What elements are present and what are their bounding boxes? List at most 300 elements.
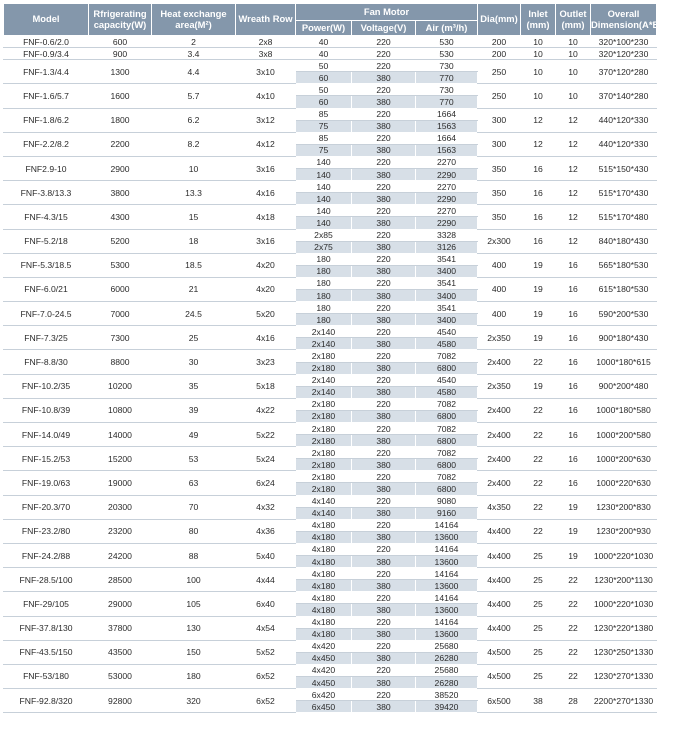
cell-area: 70 — [152, 495, 236, 519]
cell-capacity: 29000 — [89, 592, 152, 616]
cell-voltage: 220 — [352, 156, 416, 168]
cell-inlet: 22 — [521, 423, 556, 447]
cell-power: 6x420 — [296, 689, 352, 701]
cell-overall-dimension: 1000*180*580 — [591, 398, 657, 422]
table-row — [4, 495, 657, 507]
cell-dia: 2x400 — [478, 447, 521, 471]
cell-power: 40 — [296, 36, 352, 48]
cell-inlet: 19 — [521, 302, 556, 326]
cell-voltage: 220 — [352, 84, 416, 96]
cell-air: 7082 — [416, 447, 478, 459]
cell-dia: 2x350 — [478, 326, 521, 350]
cell-outlet: 10 — [556, 84, 591, 108]
cell-outlet: 16 — [556, 471, 591, 495]
cell-power: 60 — [296, 72, 352, 84]
cell-model: FNF-7.0-24.5 — [4, 302, 89, 326]
cell-air: 13600 — [416, 628, 478, 640]
table-row — [4, 689, 657, 701]
cell-wreath-row: 4x16 — [236, 326, 296, 350]
cell-air: 1563 — [416, 144, 478, 156]
cell-capacity: 23200 — [89, 519, 152, 543]
cell-voltage: 380 — [352, 338, 416, 350]
cell-voltage: 380 — [352, 701, 416, 713]
cell-inlet: 25 — [521, 640, 556, 664]
cell-voltage: 220 — [352, 471, 416, 483]
cell-air: 770 — [416, 96, 478, 108]
cell-wreath-row: 4x16 — [236, 181, 296, 205]
cell-wreath-row: 4x44 — [236, 568, 296, 592]
cell-voltage: 380 — [352, 72, 416, 84]
cell-air: 7082 — [416, 423, 478, 435]
cell-voltage: 380 — [352, 507, 416, 519]
cell-air: 13600 — [416, 604, 478, 616]
cell-voltage: 220 — [352, 519, 416, 531]
cell-power: 4x450 — [296, 676, 352, 688]
cell-capacity: 37800 — [89, 616, 152, 640]
table-row — [4, 374, 657, 386]
cell-dia: 4x500 — [478, 640, 521, 664]
cell-power: 2x75 — [296, 241, 352, 253]
cell-power: 2x140 — [296, 386, 352, 398]
cell-dia: 350 — [478, 181, 521, 205]
cell-model: FNF-92.8/320 — [4, 689, 89, 713]
cell-wreath-row: 4x18 — [236, 205, 296, 229]
cell-inlet: 10 — [521, 48, 556, 60]
cell-capacity: 10200 — [89, 374, 152, 398]
cell-air: 3126 — [416, 241, 478, 253]
cell-air: 14164 — [416, 616, 478, 628]
cell-inlet: 22 — [521, 350, 556, 374]
cell-model: FNF-5.2/18 — [4, 229, 89, 253]
cell-air: 3541 — [416, 253, 478, 265]
cell-inlet: 22 — [521, 398, 556, 422]
cell-outlet: 16 — [556, 253, 591, 277]
cell-overall-dimension: 1230*200*830 — [591, 495, 657, 519]
cell-air: 530 — [416, 48, 478, 60]
cell-air: 4540 — [416, 326, 478, 338]
cell-power: 50 — [296, 60, 352, 72]
cell-dia: 2x350 — [478, 374, 521, 398]
cell-dia: 4x400 — [478, 568, 521, 592]
table-row — [4, 302, 657, 314]
cell-wreath-row: 5x24 — [236, 447, 296, 471]
header-inlet: Inlet (mm) — [521, 4, 556, 36]
cell-wreath-row: 6x40 — [236, 592, 296, 616]
cell-inlet: 16 — [521, 156, 556, 180]
cell-overall-dimension: 1230*200*930 — [591, 519, 657, 543]
cell-area: 21 — [152, 277, 236, 301]
cell-voltage: 380 — [352, 676, 416, 688]
cell-model: FNF-28.5/100 — [4, 568, 89, 592]
cell-capacity: 1300 — [89, 60, 152, 84]
cell-power: 2x180 — [296, 398, 352, 410]
cell-model: FNF-53/180 — [4, 664, 89, 688]
cell-area: 100 — [152, 568, 236, 592]
table-row — [4, 205, 657, 217]
cell-dia: 300 — [478, 108, 521, 132]
cell-wreath-row: 5x40 — [236, 543, 296, 567]
cell-voltage: 220 — [352, 374, 416, 386]
cell-power: 4x140 — [296, 507, 352, 519]
cell-area: 320 — [152, 689, 236, 713]
cell-power: 4x420 — [296, 664, 352, 676]
cell-dia: 350 — [478, 156, 521, 180]
cell-dia: 4x400 — [478, 592, 521, 616]
cell-air: 530 — [416, 36, 478, 48]
cell-air: 730 — [416, 84, 478, 96]
cell-area: 180 — [152, 664, 236, 688]
cell-air: 26280 — [416, 652, 478, 664]
cell-inlet: 25 — [521, 568, 556, 592]
cell-capacity: 1600 — [89, 84, 152, 108]
cell-model: FNF-37.8/130 — [4, 616, 89, 640]
cell-outlet: 19 — [556, 519, 591, 543]
table-row — [4, 519, 657, 531]
cell-wreath-row: 4x22 — [236, 398, 296, 422]
cell-power: 4x180 — [296, 628, 352, 640]
cell-voltage: 220 — [352, 48, 416, 60]
header-area: Heat exchange area(M²) — [152, 4, 236, 36]
cell-wreath-row: 2x8 — [236, 36, 296, 48]
cell-power: 4x180 — [296, 568, 352, 580]
cell-power: 2x180 — [296, 350, 352, 362]
spec-table — [3, 3, 673, 713]
cell-inlet: 19 — [521, 277, 556, 301]
cell-power: 140 — [296, 169, 352, 181]
table-row — [4, 132, 657, 144]
cell-power: 180 — [296, 289, 352, 301]
cell-overall-dimension: 1230*200*1130 — [591, 568, 657, 592]
cell-overall-dimension: 515*170*430 — [591, 181, 657, 205]
cell-model: FNF-0.6/2.0 — [4, 36, 89, 48]
cell-voltage: 220 — [352, 132, 416, 144]
cell-overall-dimension: 565*180*530 — [591, 253, 657, 277]
cell-outlet: 22 — [556, 616, 591, 640]
cell-overall-dimension: 1230*250*1330 — [591, 640, 657, 664]
cell-air: 7082 — [416, 398, 478, 410]
cell-overall-dimension: 1230*270*1330 — [591, 664, 657, 688]
cell-overall-dimension: 1230*220*1380 — [591, 616, 657, 640]
table-row — [4, 326, 657, 338]
table-row — [4, 156, 657, 168]
cell-power: 2x140 — [296, 338, 352, 350]
cell-power: 2x180 — [296, 435, 352, 447]
cell-air: 13600 — [416, 556, 478, 568]
cell-voltage: 380 — [352, 144, 416, 156]
cell-wreath-row: 5x18 — [236, 374, 296, 398]
cell-area: 24.5 — [152, 302, 236, 326]
cell-inlet: 25 — [521, 543, 556, 567]
cell-area: 35 — [152, 374, 236, 398]
cell-voltage: 220 — [352, 664, 416, 676]
cell-voltage: 220 — [352, 568, 416, 580]
cell-air: 2290 — [416, 169, 478, 181]
cell-model: FNF-6.0/21 — [4, 277, 89, 301]
cell-voltage: 380 — [352, 435, 416, 447]
cell-power: 4x180 — [296, 519, 352, 531]
cell-model: FNF-1.8/6.2 — [4, 108, 89, 132]
cell-air: 14164 — [416, 543, 478, 555]
cell-capacity: 28500 — [89, 568, 152, 592]
cell-power: 85 — [296, 132, 352, 144]
table-body — [4, 36, 657, 713]
cell-dia: 2x400 — [478, 398, 521, 422]
cell-overall-dimension: 440*120*330 — [591, 108, 657, 132]
cell-model: FNF-4.3/15 — [4, 205, 89, 229]
cell-power: 50 — [296, 84, 352, 96]
cell-outlet: 22 — [556, 640, 591, 664]
table-row — [4, 398, 657, 410]
header-model: Model — [4, 4, 89, 36]
cell-air: 7082 — [416, 471, 478, 483]
cell-area: 2 — [152, 36, 236, 48]
table-row — [4, 253, 657, 265]
cell-voltage: 220 — [352, 108, 416, 120]
cell-voltage: 220 — [352, 277, 416, 289]
cell-outlet: 16 — [556, 302, 591, 326]
cell-power: 40 — [296, 48, 352, 60]
cell-capacity: 4300 — [89, 205, 152, 229]
cell-power: 180 — [296, 253, 352, 265]
cell-dia: 2x400 — [478, 471, 521, 495]
cell-capacity: 1800 — [89, 108, 152, 132]
cell-voltage: 220 — [352, 181, 416, 193]
cell-voltage: 220 — [352, 36, 416, 48]
cell-voltage: 380 — [352, 169, 416, 181]
cell-air: 14164 — [416, 592, 478, 604]
cell-air: 13600 — [416, 580, 478, 592]
cell-power: 6x450 — [296, 701, 352, 713]
cell-power: 60 — [296, 96, 352, 108]
cell-capacity: 3800 — [89, 181, 152, 205]
cell-capacity: 5300 — [89, 253, 152, 277]
cell-outlet: 10 — [556, 48, 591, 60]
cell-capacity: 600 — [89, 36, 152, 48]
cell-capacity: 24200 — [89, 543, 152, 567]
cell-voltage: 220 — [352, 689, 416, 701]
cell-capacity: 14000 — [89, 423, 152, 447]
cell-air: 3541 — [416, 277, 478, 289]
cell-dia: 250 — [478, 60, 521, 84]
cell-capacity: 92800 — [89, 689, 152, 713]
cell-dia: 400 — [478, 253, 521, 277]
cell-air: 6800 — [416, 459, 478, 471]
cell-wreath-row: 6x24 — [236, 471, 296, 495]
cell-voltage: 220 — [352, 592, 416, 604]
cell-voltage: 380 — [352, 604, 416, 616]
cell-power: 2x85 — [296, 229, 352, 241]
cell-area: 25 — [152, 326, 236, 350]
cell-inlet: 38 — [521, 689, 556, 713]
cell-power: 75 — [296, 144, 352, 156]
cell-voltage: 220 — [352, 398, 416, 410]
cell-wreath-row: 3x10 — [236, 60, 296, 84]
cell-wreath-row: 4x12 — [236, 132, 296, 156]
cell-outlet: 12 — [556, 108, 591, 132]
cell-air: 2270 — [416, 205, 478, 217]
cell-voltage: 380 — [352, 652, 416, 664]
cell-model: FNF-3.8/13.3 — [4, 181, 89, 205]
cell-voltage: 220 — [352, 60, 416, 72]
cell-capacity: 2200 — [89, 132, 152, 156]
header-fan-motor: Fan Motor — [296, 4, 478, 21]
cell-air: 770 — [416, 72, 478, 84]
cell-wreath-row: 6x52 — [236, 689, 296, 713]
cell-voltage: 220 — [352, 229, 416, 241]
cell-dia: 400 — [478, 277, 521, 301]
cell-voltage: 380 — [352, 96, 416, 108]
cell-power: 4x180 — [296, 543, 352, 555]
cell-overall-dimension: 440*120*330 — [591, 132, 657, 156]
cell-dia: 250 — [478, 84, 521, 108]
cell-power: 85 — [296, 108, 352, 120]
cell-model: FNF-14.0/49 — [4, 423, 89, 447]
cell-overall-dimension: 900*180*430 — [591, 326, 657, 350]
table-row — [4, 60, 657, 72]
cell-inlet: 25 — [521, 592, 556, 616]
cell-overall-dimension: 370*120*280 — [591, 60, 657, 84]
cell-outlet: 12 — [556, 132, 591, 156]
cell-air: 2290 — [416, 217, 478, 229]
cell-air: 26280 — [416, 676, 478, 688]
cell-overall-dimension: 590*200*530 — [591, 302, 657, 326]
cell-outlet: 12 — [556, 229, 591, 253]
header-voltage: Voltage(V) — [352, 21, 416, 36]
header-wreath-row: Wreath Row — [236, 4, 296, 36]
cell-dia: 4x500 — [478, 664, 521, 688]
cell-power: 4x140 — [296, 495, 352, 507]
cell-wreath-row: 4x20 — [236, 253, 296, 277]
cell-voltage: 380 — [352, 362, 416, 374]
cell-model: FNF-43.5/150 — [4, 640, 89, 664]
cell-overall-dimension: 900*200*480 — [591, 374, 657, 398]
cell-outlet: 16 — [556, 447, 591, 471]
cell-voltage: 220 — [352, 543, 416, 555]
cell-inlet: 16 — [521, 229, 556, 253]
cell-overall-dimension: 1000*200*580 — [591, 423, 657, 447]
cell-outlet: 16 — [556, 423, 591, 447]
cell-dia: 4x350 — [478, 495, 521, 519]
cell-dia: 4x400 — [478, 543, 521, 567]
table-header — [4, 4, 673, 36]
table-row — [4, 48, 657, 60]
cell-outlet: 19 — [556, 543, 591, 567]
cell-model: FNF-2.2/8.2 — [4, 132, 89, 156]
cell-wreath-row: 4x10 — [236, 84, 296, 108]
cell-air: 13600 — [416, 531, 478, 543]
cell-voltage: 380 — [352, 241, 416, 253]
table-row — [4, 568, 657, 580]
cell-overall-dimension: 840*180*430 — [591, 229, 657, 253]
cell-voltage: 380 — [352, 265, 416, 277]
cell-air: 3400 — [416, 265, 478, 277]
cell-air: 4580 — [416, 338, 478, 350]
cell-power: 4x180 — [296, 592, 352, 604]
cell-air: 4580 — [416, 386, 478, 398]
cell-voltage: 380 — [352, 531, 416, 543]
cell-outlet: 16 — [556, 374, 591, 398]
cell-inlet: 12 — [521, 132, 556, 156]
cell-outlet: 19 — [556, 495, 591, 519]
cell-air: 39420 — [416, 701, 478, 713]
cell-voltage: 380 — [352, 120, 416, 132]
cell-overall-dimension: 320*100*230 — [591, 36, 657, 48]
cell-wreath-row: 4x54 — [236, 616, 296, 640]
cell-model: FNF-20.3/70 — [4, 495, 89, 519]
cell-inlet: 10 — [521, 84, 556, 108]
cell-power: 4x180 — [296, 531, 352, 543]
cell-area: 88 — [152, 543, 236, 567]
cell-model: FNF-1.3/4.4 — [4, 60, 89, 84]
cell-air: 1664 — [416, 108, 478, 120]
cell-capacity: 5200 — [89, 229, 152, 253]
cell-wreath-row: 4x36 — [236, 519, 296, 543]
cell-model: FNF-0.9/3.4 — [4, 48, 89, 60]
cell-area: 10 — [152, 156, 236, 180]
cell-inlet: 25 — [521, 664, 556, 688]
cell-wreath-row: 5x52 — [236, 640, 296, 664]
cell-power: 2x180 — [296, 423, 352, 435]
cell-voltage: 220 — [352, 495, 416, 507]
cell-inlet: 16 — [521, 181, 556, 205]
cell-air: 6800 — [416, 410, 478, 422]
cell-area: 15 — [152, 205, 236, 229]
cell-area: 80 — [152, 519, 236, 543]
cell-wreath-row: 3x8 — [236, 48, 296, 60]
cell-air: 14164 — [416, 568, 478, 580]
cell-air: 6800 — [416, 362, 478, 374]
cell-dia: 300 — [478, 132, 521, 156]
cell-air: 3400 — [416, 289, 478, 301]
cell-model: FNF-19.0/63 — [4, 471, 89, 495]
cell-outlet: 22 — [556, 664, 591, 688]
table-row — [4, 640, 657, 652]
cell-model: FNF-24.2/88 — [4, 543, 89, 567]
cell-voltage: 220 — [352, 302, 416, 314]
cell-voltage: 380 — [352, 410, 416, 422]
cell-wreath-row: 5x20 — [236, 302, 296, 326]
cell-area: 8.2 — [152, 132, 236, 156]
cell-power: 4x180 — [296, 580, 352, 592]
cell-overall-dimension: 2200*270*1330 — [591, 689, 657, 713]
cell-power: 4x450 — [296, 652, 352, 664]
cell-air: 25680 — [416, 640, 478, 652]
cell-voltage: 220 — [352, 640, 416, 652]
table-row — [4, 592, 657, 604]
cell-dia: 350 — [478, 205, 521, 229]
cell-inlet: 19 — [521, 374, 556, 398]
cell-outlet: 16 — [556, 277, 591, 301]
cell-power: 4x180 — [296, 616, 352, 628]
cell-model: FNF-10.8/39 — [4, 398, 89, 422]
cell-model: FNF-15.2/53 — [4, 447, 89, 471]
cell-air: 3328 — [416, 229, 478, 241]
cell-inlet: 10 — [521, 60, 556, 84]
cell-outlet: 10 — [556, 36, 591, 48]
table-row — [4, 277, 657, 289]
cell-power: 2x180 — [296, 459, 352, 471]
cell-power: 2x140 — [296, 326, 352, 338]
cell-dia: 2x400 — [478, 350, 521, 374]
table-row — [4, 543, 657, 555]
cell-capacity: 20300 — [89, 495, 152, 519]
cell-outlet: 12 — [556, 156, 591, 180]
cell-overall-dimension: 1000*220*630 — [591, 471, 657, 495]
cell-voltage: 380 — [352, 289, 416, 301]
cell-dia: 2x300 — [478, 229, 521, 253]
cell-area: 4.4 — [152, 60, 236, 84]
cell-dia: 4x400 — [478, 616, 521, 640]
